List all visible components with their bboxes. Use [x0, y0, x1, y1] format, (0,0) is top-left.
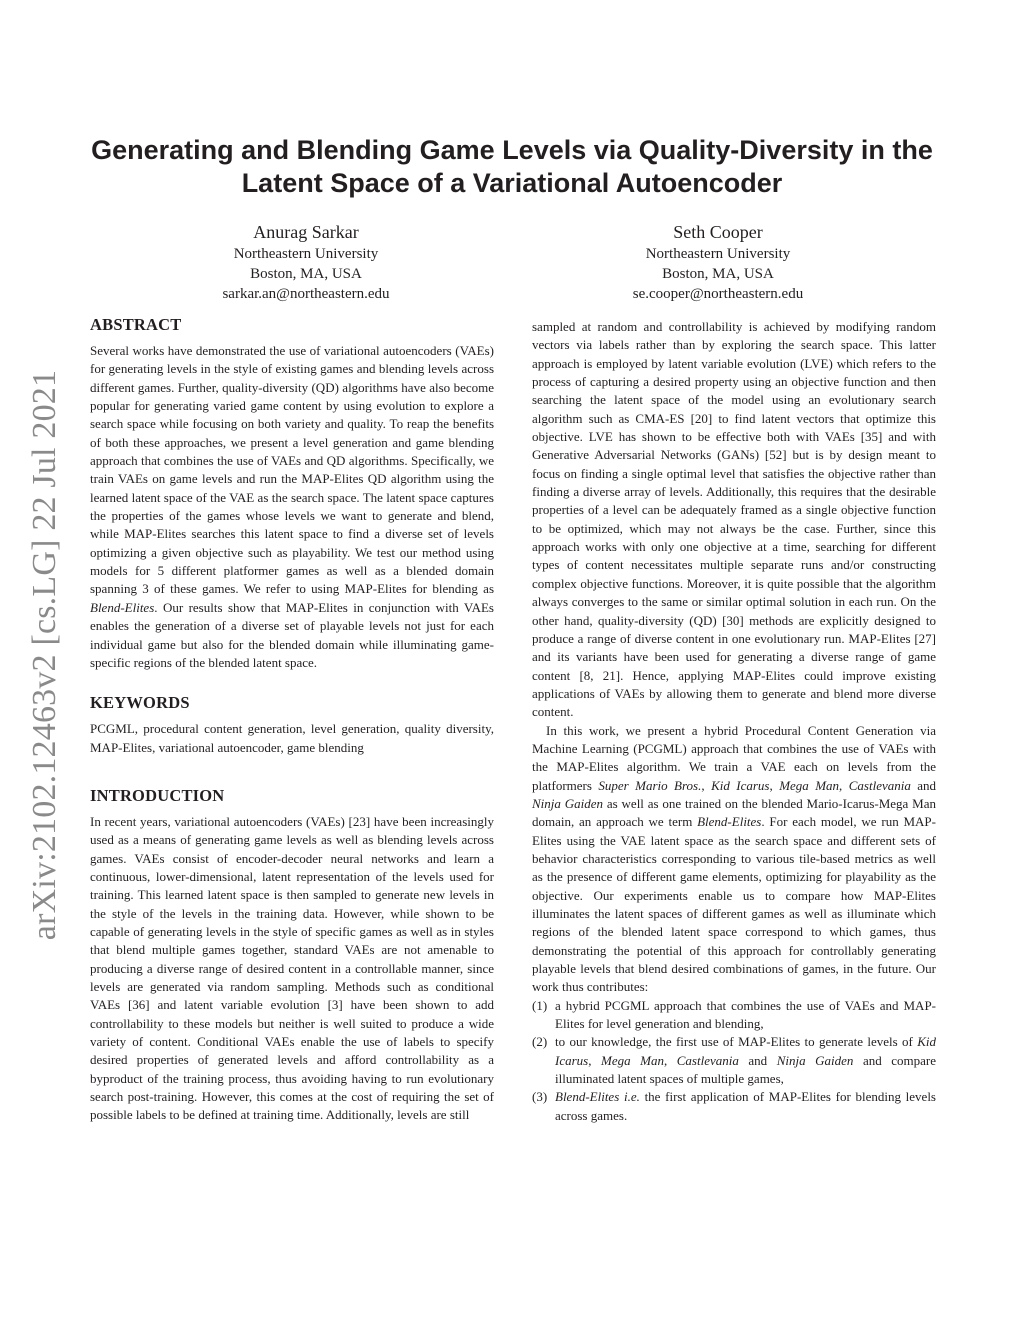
author-location: Boston, MA, USA [250, 266, 362, 282]
list-item: (1) a hybrid PCGML approach that combines the use of VAEs and MAP-Elites for level generation and blending, [532, 997, 936, 1032]
author-email[interactable]: sarkar.an@northeastern.edu [222, 286, 390, 302]
list-item: (2) to our knowledge, the first use of MAP-Elites to generate levels of Kid Icarus, Mega Man, Castlevania and Ninja Gaiden and compare illuminated latent spaces of multiple games, [532, 1034, 936, 1087]
author-email[interactable]: se.cooper@northeastern.edu [632, 286, 804, 302]
keywords-heading: KEYWORDS [90, 693, 190, 713]
keywords-text: PCGML, procedural content generation, level generation, quality diversity, MAP-Elites, variational autoencoder, game blending [90, 721, 494, 755]
arxiv-identifier: arXiv:2102.12463v2 [cs.LG] 22 Jul 2021 [26, 369, 63, 941]
author-location: Boston, MA, USA [662, 266, 774, 282]
author-affiliation: Northeastern University [645, 246, 791, 262]
left-column [90, 314, 494, 1125]
intro-continued-paragraph: sampled at random and controllability is achieved by modifying random vectors via labels rather than by exploring the search space. This latter approach is employed by latent variable evolution (LVE) which refers to the process of capturing a desired property using an objective function and then searching the latent space of the model using an evolutionary search algorithm such as CMA-ES [20] to find latent vectors that optimize this objective. LVE has shown to be effective both with VAEs [35] and with Generative Adversarial Networks (GANs) [52] but is by design meant to focus on finding a single optimal level that satisfies the objective rather than finding a diverse array of levels. Additionally, this requires that the desirable properties of a level can be adequately framed as a single objective function to be optimized, which may not always be the case. Further, since this approach works with only one objective at a time, searching for different types of content necessitates multiple separate runs and/or constructing complex objective functions. Moreover, it is quite possible that the algorithm always converges to the same or similar optimal solution in each run. On the other hand, quality-diversity (QD) [30] methods are explicitly designed to produce a range of diverse content in one evolutionary run. MAP-Elites [27] and its variants have been used for generating a diverse range of game content [8, 21]. Hence, applying MAP-Elites could improve existing applications of VAEs by allowing them to generate and blend more diverse content. [532, 319, 936, 720]
abstract-text: Several works have demonstrated the use of variational autoencoders (VAEs) for generating levels in the style of existing games and blending levels across different games. Further, quality-diversity (QD) algorithms have also become popular for generating varied game content by using evolution to explore a search space while focusing on both variety and quality. To reap the benefits of both these approaches, we present a level generation and game blending approach that combines the use of VAEs and QD algorithms. Specifically, we train VAEs on game levels and run the MAP-Elites QD algorithm using the learned latent space of the VAE as the search space. The latent space captures the properties of the games whose levels we want to generate and blend, while MAP-Elites searches this latent space to find a diverse set of levels optimizing a given objective such as playability. We test our method using models for 5 different platformer games as well as a blended domain spanning 3 of these games. We refer to using MAP-Elites for blending as Blend-Elites. Our results show that MAP-Elites in conjunction with VAEs enables the generation of a diverse set of playable levels not just for each individual game but also for the blended domain while illuminating game-specific regions of the blended latent space. [90, 343, 494, 670]
author-block-1 [146, 220, 466, 304]
introduction-text: In recent years, variational autoencoders (VAEs) [23] have been increasingly used as a means of generating game levels as well as blending levels across games. VAEs consist of encoder-decoder neural networks and learn a continuous, lower-dimensional, latent representation of the levels used for training. This learned latent space is then sampled to generate new levels in the style of the levels in the training data. However, while shown to be capable of generating levels in the style of specific games as well as in styles that blend multiple games together, standard VAEs are not amenable to producing a diverse range of desired content in a controllable manner, since levels are generated via random sampling. Methods such as conditional VAEs [36] and latent variable evolution [3] have been shown to add controllability to these models but neither is well suited to produce a wide variety of content. Conditional VAEs enable the use of labels to specify desired properties of generated levels and afford controllability as a byproduct of the training process, thus avoiding having to run evolutionary search post-training. However, this comes at the cost of requiring the set of possible labels to be defined at training time. Additionally, levels are still [90, 813, 494, 1123]
list-item: (3) Blend-Elites i.e. the first application of MAP-Elites for blending levels across games. [532, 1089, 936, 1123]
contributions-list [532, 997, 936, 1125]
author-name: Seth Cooper [673, 222, 763, 242]
author-name: Anurag Sarkar [253, 222, 359, 242]
abstract-heading: ABSTRACT [90, 315, 182, 334]
contribution-intro-paragraph: In this work, we present a hybrid Procedural Content Generation via Machine Learning (PCGML) approach that combines the use of VAEs with the MAP-Elites algorithm. We train a VAE each on levels from the platformers Super Mario Bros., Kid Icarus, Mega Man, Castlevania and Ninja Gaiden as well as one trained on the blended Mario-Icarus-Mega Man domain, an approach we term Blend-Elites. For each model, we run MAP-Elites using the VAE latent space as the search space and different sets of behavior characteristics corresponding to various tile-based metrics as well as the presence of different game elements, optimizing for playability as the objective. Our experiments enable us to compare how MAP-Elites illuminates the latent spaces of different games as well as illuminate which regions of the blended latent space correspond to which games, thus demonstrating the potential of this approach for controllably generating playable levels that blend desired combinations of games, in the future. Our work thus contributes: [532, 722, 937, 995]
introduction-heading: INTRODUCTION [90, 785, 225, 805]
author-affiliation: Northeastern University [233, 246, 379, 262]
paper-title: Generating and Blending Game Levels via Quality-Diversity in the Latent Space of a Variational Autoencoder [91, 135, 933, 198]
author-block-2 [558, 220, 878, 304]
right-column [532, 318, 936, 1125]
